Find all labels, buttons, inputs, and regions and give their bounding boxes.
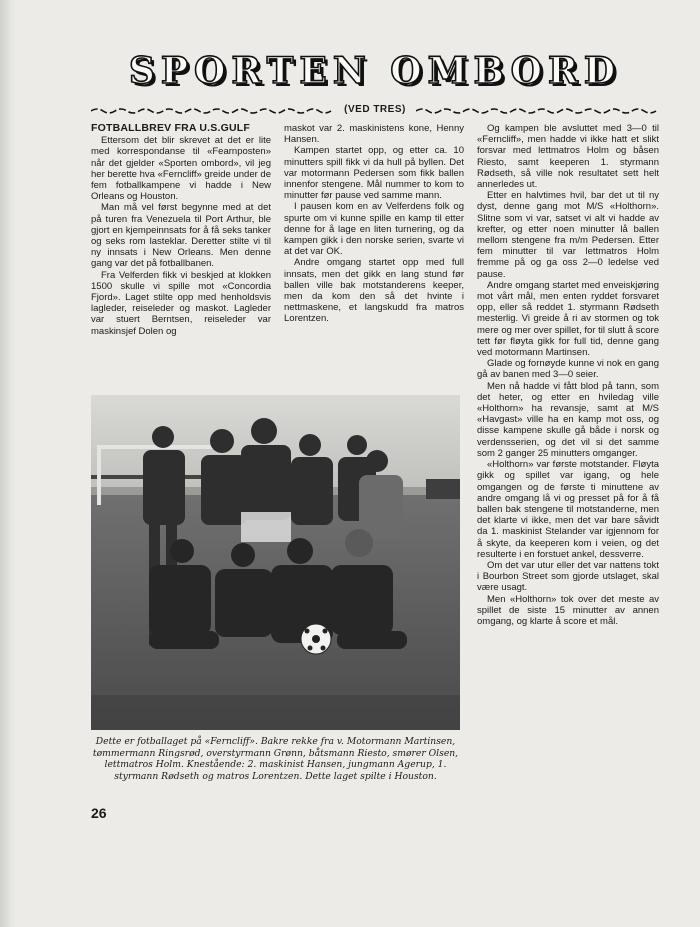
paragraph: Men nå hadde vi fått blod på tann, som det heter, og etter en hviledag ville «Holthorn» ha revansje, samt at M/S «Havgast» ville ha en kamp mot oss, og disse kampene skulle gå både i norsk og verdensserien, og det vil si det samme som 2 ganger 25 minutters omganger.	[477, 380, 659, 459]
paragraph: «Holthorn» var første motstander. Fløyta gikk og spillet var igang, og hele omgangen og de første ti minuttene av andre omgang lå vi og presset på for å få ballen bak stengene til motstanderne, men det klarte vi ikke, men det var bare såvidt da 1. maskinist Stelander var igjennom for å skyte, da keeperen kom i veien, og det resulterte i en forstuet ankel, dessverre.	[477, 459, 659, 560]
paragraph: Om det var utur eller det var nattens tokt i Bourbon Street som gjorde utslaget, skal være usagt.	[477, 559, 659, 594]
article-column-1	[91, 123, 271, 337]
decorative-rule-right	[416, 106, 660, 114]
page-binding-edge	[0, 0, 16, 927]
page-title: SPORTEN OMBORD	[128, 50, 622, 92]
article-column-3	[477, 123, 659, 627]
paragraph: maskot var 2. maskinistens kone, Henny Hansen.	[284, 123, 464, 146]
team-photo	[91, 395, 460, 730]
paragraph: Etter en halvtimes hvil, bar det ut til ny dyst, denne gang mot M/S «Holthorn». Slitne som vi var, satset vi alt vi hadde av krefter, og etter noen minutter lå ballen mellom stengene fra m/m Pedersen. Etter fem minutter til var lettmatros Holm fremme på og ga oss 2—0 ledelse ved pause.	[477, 190, 659, 280]
photo-caption: Dette er fotballaget på «Ferncliff». Bakre rekke fra v. Motormann Martinsen, tømmermann Ringsrød, overstyrmann Grønn, båtsmann Riesto, smører Olsen, lettmatros Holm. Knestående: 2. maskinist Hansen, jungmann Agerup, 1. styrmann Rødseth og matros Lorentzen. Dette laget spilte i Houston.	[92, 736, 459, 782]
paragraph: Andre omgang startet opp med full innsats, men det gikk en lang stund før ballen ville bak motstanderens keeper, men da kom den så det hvinte i nettmaskene, et langskudd fra matros Lorentzen.	[284, 257, 464, 325]
article-column-2	[284, 123, 464, 325]
paragraph: Men «Holthorn» tok over det meste av spillet de siste 15 minutter av annen omgang, og klarte å score et mål.	[477, 593, 659, 627]
paragraph: Glade og fornøyde kunne vi nok en gang gå av banen med 3—0 seier.	[477, 358, 659, 381]
paragraph: Ettersom det blir skrevet at det er lite med korrespondanse til «Fearnposten» når det gjelder «Sporten ombord», vil jeg her berette hva «Ferncliff» greide under de fem fotballkampene vi hadde i New Orleans og Houston.	[91, 135, 271, 203]
byline: (VED TRES)	[344, 104, 406, 115]
page-number: 26	[91, 805, 107, 821]
paragraph: Kampen startet opp, og etter ca. 10 minutters spill fikk vi da hull på byllen. Det var motormann Pedersen som fikk ballen innenfor stengene. Mål nummer to kom to minutter før pause ved samme mann.	[284, 145, 464, 202]
paragraph: Fra Velferden fikk vi beskjed at klokken 1500 skulle vi spille mot «Concordia Fjord». Laget stilte opp med henholdsvis lagleder, reiseleder og maskot. Lagleder var stuert Berntsen, reiseleder var maskinsjef Dolen og	[91, 269, 271, 337]
paragraph: Man må vel først begynne med at det på turen fra Venezuela til Port Arthur, ble gjort en kjempeinnsats for å få seks tanker og seks rom lasteklar. Deretter stilte vi til ny innsats i New Orleans. Men denne gang var det på fotballbanen.	[91, 202, 271, 270]
decorative-rule-left	[91, 106, 336, 114]
paragraph: Og kampen ble avsluttet med 3—0 til «Ferncliff», men hadde vi ikke hatt et slikt forsvar med lettmatros Holm og båsen Riesto, samt keeperen 1. styrmann Rødseth, så ville nok resultatet sett helt annerledes ut.	[477, 123, 659, 191]
paragraph: I pausen kom en av Velferdens folk og spurte om vi kunne spille en kamp til etter denne for å lage en liten turnering, og da kampen gikk i den norske serien, svarte vi at det var OK.	[284, 201, 464, 258]
paragraph: Andre omgang startet med enveiskjøring mot vårt mål, men enten ryddet forsvaret opp, eller så reddet 1. styrmann Rødseth mesterlig. Vi greide å ri av stormen og tok mere og mer over spillet, for til slutt å score tett før fløyta gikk for full tid, denne gang ved motormann Martinsen.	[477, 279, 659, 359]
article-heading: FOTBALLBREV FRA U.S.GULF	[91, 122, 250, 134]
